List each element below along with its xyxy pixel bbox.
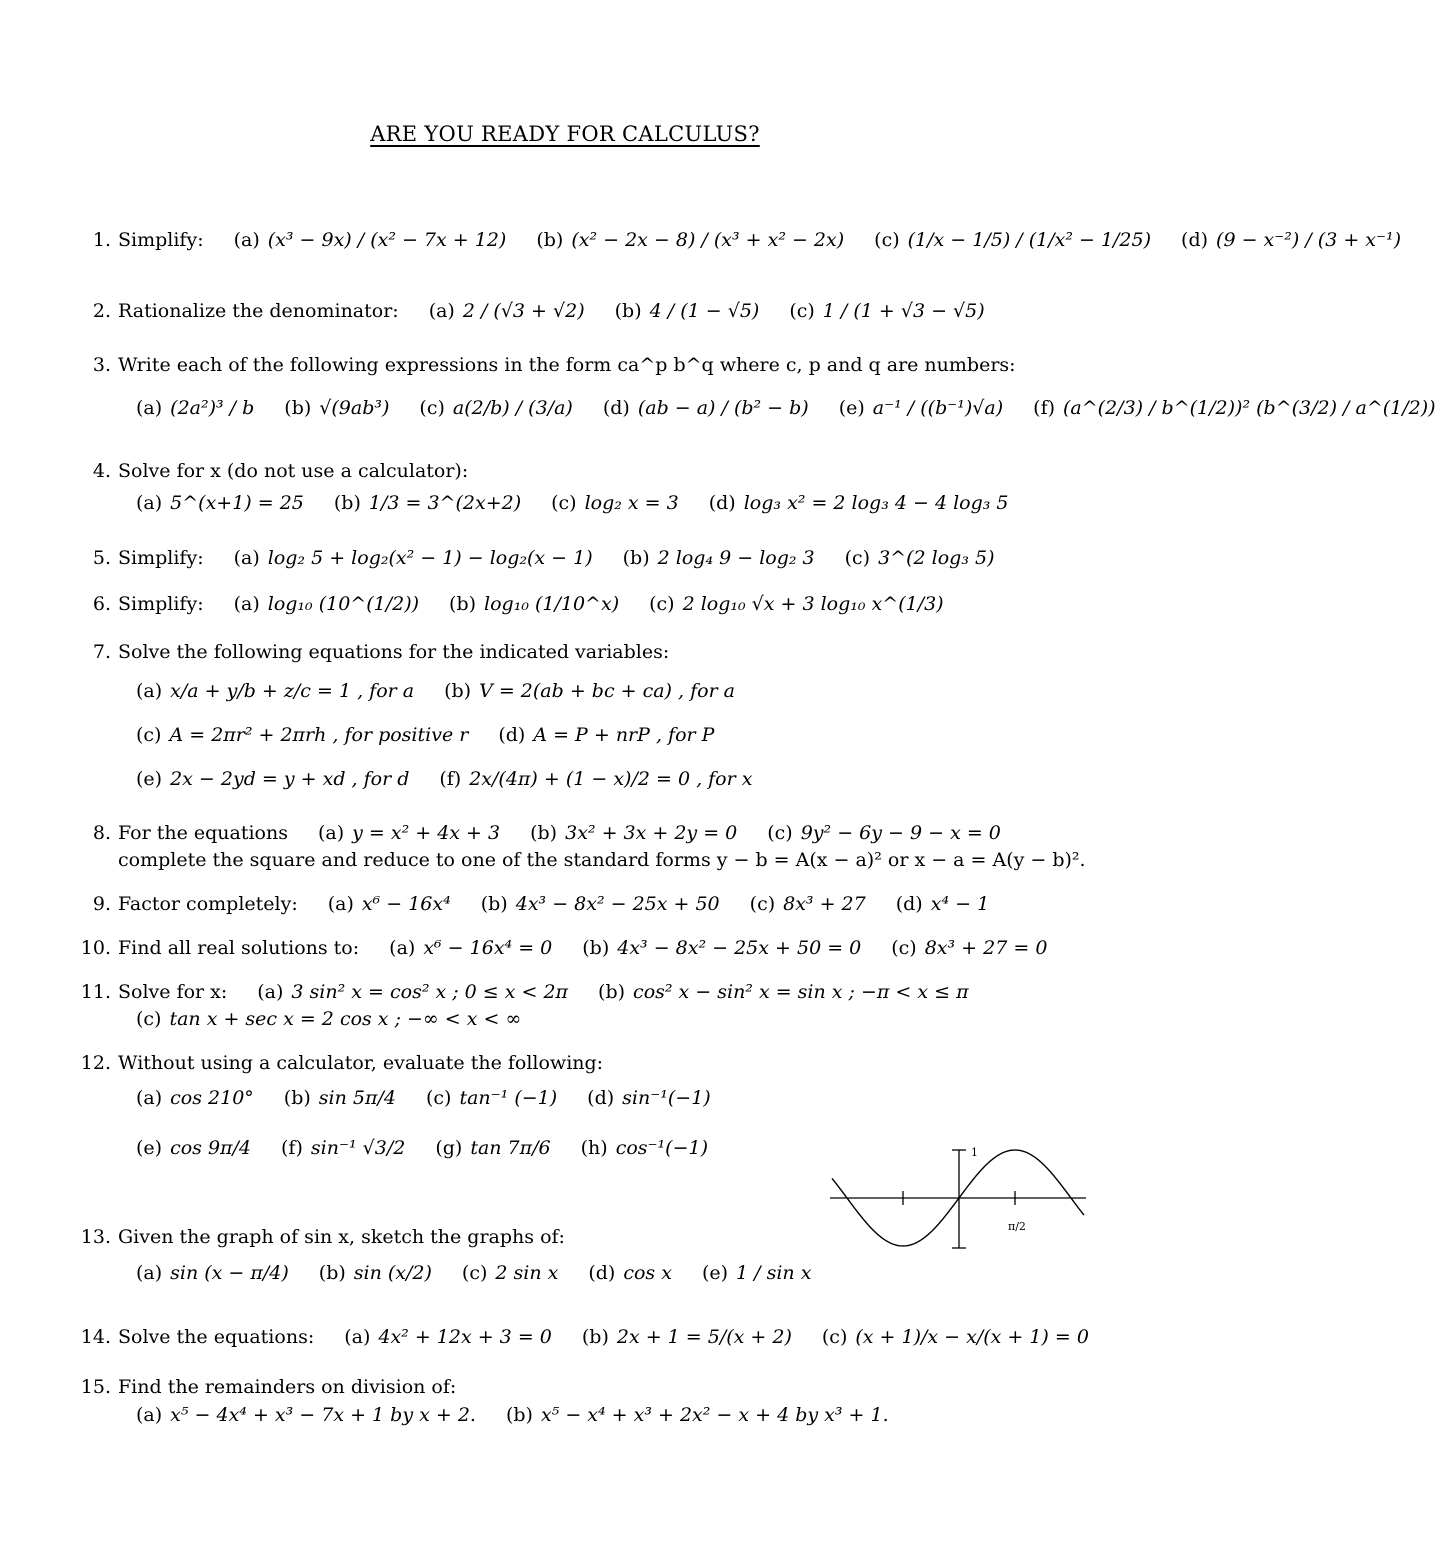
problem-instruction: Solve for x (do not use a calculator): [118,460,469,482]
part-label: (e) [838,397,865,419]
problem-number: 7. [92,641,111,663]
problem-9-line-1 [0,893,989,915]
math-expression: cos² x − sin² x = sin x ; −π < x ≤ π [633,981,969,1003]
part-label: (e) [701,1262,729,1284]
math-expression: 4 / (1 − √5) [649,300,760,322]
problem-instruction: Factor completely: [118,893,298,915]
part-label: (a) [136,1087,163,1109]
problem-number: 10. [80,937,111,959]
math-expression: 2x + 1 = 5/(x + 2) [616,1326,792,1348]
math-expression: sin 5π/4 [318,1087,396,1109]
problem-instruction: Find all real solutions to: [118,937,360,959]
problem-number: 6. [92,593,111,615]
part-label: (a) [233,229,260,251]
math-expression: log₁₀ (10^(1/2)) [267,593,420,615]
part-label: (a) [136,680,163,702]
math-expression: log₂ 5 + log₂(x² − 1) − log₂(x − 1) [267,547,593,569]
part-label: (a) [317,822,345,844]
part-label: (c) [874,229,900,251]
problem-2-line-1 [0,300,985,322]
math-expression: tan 7π/6 [470,1137,551,1159]
part-label: (c) [649,593,675,615]
part-label: (d) [587,1087,615,1109]
problem-7-line-2 [0,680,735,702]
part-label: (f) [281,1137,303,1159]
problem-7-line-4 [0,768,752,790]
problem-10-line-1 [0,937,1047,959]
problem-3-line-1 [0,354,1016,376]
math-expression: 8x³ + 27 = 0 [924,937,1048,959]
math-expression: 3^(2 log₃ 5) [878,547,995,569]
part-label: (a) [389,937,416,959]
problem-1-line-1 [0,229,1401,251]
part-label: (d) [588,1262,616,1284]
math-expression: sin (x − π/4) [170,1262,289,1284]
part-label: (a) [136,1262,163,1284]
part-label: (c) [551,492,577,514]
problem-instruction: Without using a calculator, evaluate the following: [118,1052,604,1074]
problem-12-line-3 [0,1137,708,1159]
problem-12-line-1 [0,1052,603,1074]
part-label: (d) [708,492,736,514]
part-label: (a) [428,300,455,322]
problem-instruction: Simplify: [118,547,204,569]
math-expression: cos x [623,1262,672,1284]
problem-7-line-1 [0,641,669,663]
part-label: (b) [614,300,642,322]
part-label: (b) [283,1087,311,1109]
problem-4-line-2 [0,492,1009,514]
part-label: (c) [425,1087,452,1109]
part-label: (b) [318,1262,346,1284]
math-expression: A = 2πr² + 2πrh , for positive r [169,724,469,746]
part-label: (c) [821,1326,848,1348]
part-label: (c) [767,822,793,844]
math-expression: (x² − 2x − 8) / (x³ + x² − 2x) [571,229,845,251]
part-label: (a) [233,593,260,615]
problem-instruction: Find the remainders on division of: [118,1376,457,1398]
math-expression: 2 / (√3 + √2) [462,300,585,322]
part-label: (e) [136,768,163,790]
problem-instruction: Write each of the following expressions in the form ca^p b^q where c, p and q are numbers: [118,354,1016,376]
problem-instruction: Simplify: [118,593,204,615]
math-expression: 4x³ − 8x² − 25x + 50 = 0 [617,937,862,959]
problem-7-line-3 [0,724,714,746]
math-expression: A = P + nrP , for P [533,724,715,746]
part-label: (a) [327,893,354,915]
part-label: (a) [136,397,163,419]
part-label: (c) [136,1008,162,1030]
math-expression: x/a + y/b + z/c = 1 , for a [170,680,415,702]
problem-number: 9. [92,893,111,915]
math-expression: 4x³ − 8x² − 25x + 50 [515,893,720,915]
problem-number: 3. [92,354,111,376]
math-expression: 1 / sin x [736,1262,812,1284]
math-expression: a⁻¹ / ((b⁻¹)√a) [872,397,1004,419]
math-expression: 2x/(4π) + (1 − x)/2 = 0 , for x [469,768,753,790]
part-label: (d) [602,397,630,419]
part-label: (b) [582,937,610,959]
problem-number: 13. [80,1226,111,1248]
part-label: (b) [505,1404,533,1426]
problem-14-line-1 [0,1326,1089,1348]
problem-number: 11. [80,981,111,1003]
math-expression: 3 sin² x = cos² x ; 0 ≤ x < 2π [291,981,569,1003]
math-expression: (2a²)³ / b [170,397,255,419]
part-label: (b) [444,680,472,702]
math-expression: 2x − 2yd = y + xd , for d [170,768,410,790]
part-label: (c) [891,937,917,959]
math-expression: log₃ x² = 2 log₃ 4 − 4 log₃ 5 [743,492,1009,514]
problem-instruction: Solve the equations: [118,1326,315,1348]
part-label: (b) [598,981,626,1003]
math-expression: x⁴ − 1 [930,893,990,915]
math-expression: cos 210° [170,1087,254,1109]
problem-number: 5. [92,547,111,569]
part-label: (d) [498,724,526,746]
problem-5-line-1 [0,547,994,569]
problem-11-line-2 [0,1008,521,1030]
part-label: (c) [419,397,445,419]
math-expression: 1/3 = 3^(2x+2) [368,492,522,514]
math-expression: 1 / (1 + √3 − √5) [822,300,985,322]
part-label: (b) [333,492,361,514]
part-label: (d) [1181,229,1209,251]
problem-instruction: complete the square and reduce to one of the standard forms y − b = A(x − a)² or x − a = A(y − b)². [118,849,1086,871]
part-label: (a) [136,1404,163,1426]
problem-15-line-2 [0,1404,889,1426]
math-expression: tan⁻¹ (−1) [459,1087,558,1109]
problem-4-line-1 [0,460,468,482]
part-label: (b) [536,229,564,251]
problem-15-line-1 [0,1376,456,1398]
math-expression: sin⁻¹ √3/2 [310,1137,406,1159]
problem-6-line-1 [0,593,944,615]
part-label: (b) [530,822,558,844]
sine-graph [830,1140,1090,1260]
problem-13-line-2 [0,1262,811,1284]
y-tick-label: 1 [971,1146,978,1159]
problem-number: 2. [92,300,111,322]
part-label: (e) [136,1137,163,1159]
math-expression: 9y² − 6y − 9 − x = 0 [800,822,1001,844]
part-label: (c) [844,547,871,569]
math-expression: V = 2(ab + bc + ca) , for a [479,680,736,702]
page-title: ARE YOU READY FOR CALCULUS? [370,122,760,146]
problem-11-line-1 [0,981,969,1003]
part-label: (f) [1033,397,1056,419]
part-label: (b) [480,893,508,915]
part-label: (c) [461,1262,488,1284]
part-label: (a) [233,547,260,569]
problem-number: 12. [80,1052,111,1074]
part-label: (a) [257,981,284,1003]
math-expression: (a^(2/3) / b^(1/2))² (b^(3/2) / a^(1/2)) [1063,397,1436,419]
part-label: (f) [439,768,462,790]
math-expression: (x³ − 9x) / (x² − 7x + 12) [267,229,507,251]
math-expression: 4x² + 12x + 3 = 0 [378,1326,552,1348]
x-tick-label: π/2 [1008,1220,1026,1233]
problem-number: 4. [92,460,111,482]
part-label: (c) [136,724,162,746]
problem-instruction: Solve the following equations for the indicated variables: [118,641,670,663]
math-expression: 2 log₄ 9 − log₂ 3 [657,547,815,569]
math-expression: a(2/b) / (3/a) [452,397,573,419]
part-label: (b) [622,547,650,569]
part-label: (d) [895,893,923,915]
problem-instruction: Simplify: [118,229,204,251]
math-expression: 3x² + 3x + 2y = 0 [565,822,738,844]
problem-instruction: For the equations [118,822,288,844]
math-expression: cos 9π/4 [170,1137,252,1159]
part-label: (h) [580,1137,608,1159]
math-expression: y = x² + 4x + 3 [352,822,501,844]
math-expression: sin⁻¹(−1) [622,1087,711,1109]
part-label: (a) [136,492,163,514]
math-expression: x⁶ − 16x⁴ = 0 [423,937,553,959]
part-label: (g) [435,1137,463,1159]
problem-number: 8. [92,822,111,844]
problem-3-line-2 [0,397,1436,419]
problem-8-line-2 [0,849,1086,871]
math-expression: x⁵ − 4x⁴ + x³ − 7x + 1 by x + 2. [170,1404,476,1426]
math-expression: log₂ x = 3 [584,492,679,514]
part-label: (b) [449,593,477,615]
math-expression: log₁₀ (1/10^x) [484,593,620,615]
math-expression: 2 log₁₀ √x + 3 log₁₀ x^(1/3) [682,593,944,615]
math-expression: (ab − a) / (b² − b) [637,397,809,419]
part-label: (c) [749,893,776,915]
problem-instruction: Rationalize the denominator: [118,300,399,322]
math-expression: x⁵ − x⁴ + x³ + 2x² − x + 4 by x³ + 1. [540,1404,889,1426]
math-expression: 2 sin x [495,1262,559,1284]
problem-instruction: Solve for x: [118,981,228,1003]
part-label: (c) [789,300,815,322]
math-expression: x⁶ − 16x⁴ [361,893,451,915]
math-expression: (1/x − 1/5) / (1/x² − 1/25) [907,229,1152,251]
part-label: (a) [344,1326,371,1348]
math-expression: cos⁻¹(−1) [615,1137,708,1159]
math-expression: tan x + sec x = 2 cos x ; −∞ < x < ∞ [169,1008,522,1030]
math-expression: 8x³ + 27 [783,893,866,915]
problem-instruction: Given the graph of sin x, sketch the graphs of: [118,1226,565,1248]
math-expression: sin (x/2) [353,1262,432,1284]
math-expression: 5^(x+1) = 25 [170,492,304,514]
problem-12-line-2 [0,1087,711,1109]
problem-number: 15. [80,1376,111,1398]
part-label: (b) [581,1326,609,1348]
part-label: (b) [284,397,312,419]
problem-8-line-1 [0,822,1001,844]
math-expression: √(9ab³) [319,397,390,419]
problem-number: 1. [92,229,111,251]
math-expression: (x + 1)/x − x/(x + 1) = 0 [855,1326,1089,1348]
problem-13-line-1 [0,1226,565,1248]
problem-number: 14. [80,1326,111,1348]
math-expression: (9 − x⁻²) / (3 + x⁻¹) [1216,229,1402,251]
